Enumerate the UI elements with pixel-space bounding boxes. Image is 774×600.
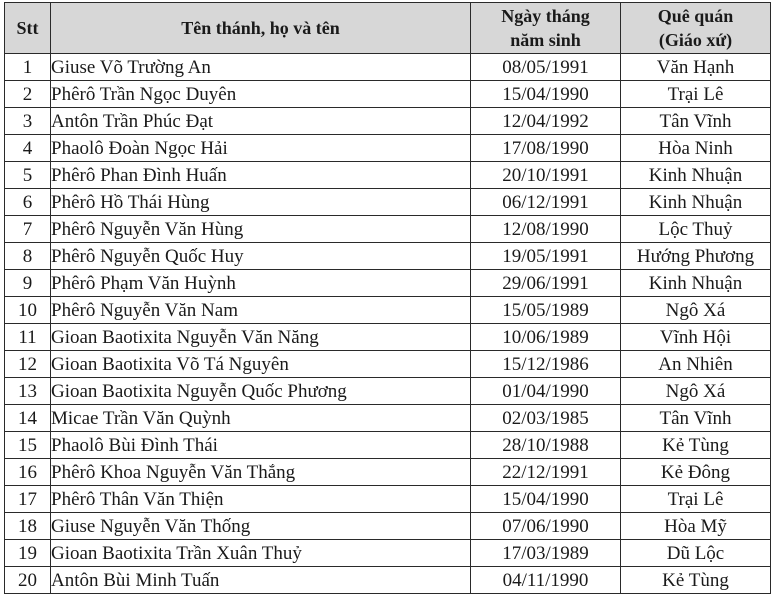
table-row xyxy=(5,432,771,459)
cell-dob: 12/04/1992 xyxy=(471,108,621,135)
table-row xyxy=(5,324,771,351)
cell-stt: 15 xyxy=(5,432,51,459)
cell-stt: 16 xyxy=(5,459,51,486)
table-body xyxy=(5,54,771,594)
cell-name: Giuse Võ Trường An xyxy=(51,54,471,81)
header-stt: Stt xyxy=(5,3,51,54)
cell-home: Dũ Lộc xyxy=(621,540,771,567)
table-row xyxy=(5,54,771,81)
table-row xyxy=(5,189,771,216)
roster-table xyxy=(4,2,771,594)
cell-name: Phêrô Trần Ngọc Duyên xyxy=(51,81,471,108)
cell-name: Phêrô Nguyễn Quốc Huy xyxy=(51,243,471,270)
cell-stt: 1 xyxy=(5,54,51,81)
cell-home: Văn Hạnh xyxy=(621,54,771,81)
cell-dob: 15/04/1990 xyxy=(471,486,621,513)
cell-home: Hướng Phương xyxy=(621,243,771,270)
table-row xyxy=(5,567,771,594)
header-dob-line1: Ngày tháng xyxy=(501,6,590,26)
cell-home: Tân Vĩnh xyxy=(621,108,771,135)
header-home xyxy=(621,3,771,54)
cell-dob: 12/08/1990 xyxy=(471,216,621,243)
cell-stt: 11 xyxy=(5,324,51,351)
cell-dob: 02/03/1985 xyxy=(471,405,621,432)
cell-home: Kẻ Tùng xyxy=(621,432,771,459)
cell-name: Micae Trần Văn Quỳnh xyxy=(51,405,471,432)
table-row xyxy=(5,513,771,540)
cell-home: Ngô Xá xyxy=(621,378,771,405)
cell-name: Phêrô Hồ Thái Hùng xyxy=(51,189,471,216)
table-row xyxy=(5,270,771,297)
table-row xyxy=(5,162,771,189)
cell-home: Trại Lê xyxy=(621,81,771,108)
cell-home: Trại Lê xyxy=(621,486,771,513)
table-row xyxy=(5,540,771,567)
table-row xyxy=(5,81,771,108)
cell-stt: 6 xyxy=(5,189,51,216)
table-row xyxy=(5,459,771,486)
cell-home: Lộc Thuỷ xyxy=(621,216,771,243)
cell-home: Hòa Mỹ xyxy=(621,513,771,540)
cell-stt: 13 xyxy=(5,378,51,405)
header-home-line1: Quê quán xyxy=(657,6,734,26)
cell-dob: 01/04/1990 xyxy=(471,378,621,405)
cell-home: An Nhiên xyxy=(621,351,771,378)
cell-name: Gioan Baotixita Trần Xuân Thuỷ xyxy=(51,540,471,567)
cell-dob: 15/12/1986 xyxy=(471,351,621,378)
cell-name: Phêrô Nguyễn Văn Nam xyxy=(51,297,471,324)
cell-home: Kẻ Tùng xyxy=(621,567,771,594)
cell-stt: 9 xyxy=(5,270,51,297)
cell-dob: 07/06/1990 xyxy=(471,513,621,540)
cell-dob: 08/05/1991 xyxy=(471,54,621,81)
cell-home: Ngô Xá xyxy=(621,297,771,324)
cell-home: Vĩnh Hội xyxy=(621,324,771,351)
table-row xyxy=(5,297,771,324)
table-row xyxy=(5,135,771,162)
cell-stt: 20 xyxy=(5,567,51,594)
table-row xyxy=(5,216,771,243)
cell-home: Kinh Nhuận xyxy=(621,162,771,189)
cell-home: Kinh Nhuận xyxy=(621,270,771,297)
cell-name: Phêrô Phan Đình Huấn xyxy=(51,162,471,189)
cell-stt: 12 xyxy=(5,351,51,378)
cell-stt: 2 xyxy=(5,81,51,108)
cell-name: Phaolô Đoàn Ngọc Hải xyxy=(51,135,471,162)
cell-name: Giuse Nguyễn Văn Thống xyxy=(51,513,471,540)
cell-dob: 22/12/1991 xyxy=(471,459,621,486)
cell-name: Phêrô Nguyễn Văn Hùng xyxy=(51,216,471,243)
cell-stt: 5 xyxy=(5,162,51,189)
cell-dob: 28/10/1988 xyxy=(471,432,621,459)
cell-dob: 17/08/1990 xyxy=(471,135,621,162)
cell-dob: 06/12/1991 xyxy=(471,189,621,216)
cell-dob: 19/05/1991 xyxy=(471,243,621,270)
cell-home: Kẻ Đông xyxy=(621,459,771,486)
header-row xyxy=(5,3,771,54)
cell-dob: 15/04/1990 xyxy=(471,81,621,108)
cell-name: Phêrô Khoa Nguyễn Văn Thắng xyxy=(51,459,471,486)
table-row xyxy=(5,243,771,270)
table-header xyxy=(5,3,771,54)
cell-dob: 15/05/1989 xyxy=(471,297,621,324)
cell-name: Antôn Trần Phúc Đạt xyxy=(51,108,471,135)
cell-home: Hòa Ninh xyxy=(621,135,771,162)
table-row xyxy=(5,351,771,378)
cell-name: Gioan Baotixita Võ Tá Nguyên xyxy=(51,351,471,378)
header-dob-line2: năm sinh xyxy=(510,30,581,50)
cell-stt: 19 xyxy=(5,540,51,567)
cell-home: Kinh Nhuận xyxy=(621,189,771,216)
cell-home: Tân Vĩnh xyxy=(621,405,771,432)
cell-stt: 3 xyxy=(5,108,51,135)
cell-name: Phaolô Bùi Đình Thái xyxy=(51,432,471,459)
cell-dob: 20/10/1991 xyxy=(471,162,621,189)
header-dob xyxy=(471,3,621,54)
table-row xyxy=(5,405,771,432)
header-name: Tên thánh, họ và tên xyxy=(51,3,471,54)
cell-name: Phêrô Thân Văn Thiện xyxy=(51,486,471,513)
table-row xyxy=(5,486,771,513)
cell-name: Gioan Baotixita Nguyễn Văn Năng xyxy=(51,324,471,351)
cell-dob: 29/06/1991 xyxy=(471,270,621,297)
cell-dob: 04/11/1990 xyxy=(471,567,621,594)
cell-stt: 17 xyxy=(5,486,51,513)
cell-stt: 18 xyxy=(5,513,51,540)
cell-name: Gioan Baotixita Nguyễn Quốc Phương xyxy=(51,378,471,405)
cell-dob: 10/06/1989 xyxy=(471,324,621,351)
cell-stt: 8 xyxy=(5,243,51,270)
cell-name: Antôn Bùi Minh Tuấn xyxy=(51,567,471,594)
table-row xyxy=(5,378,771,405)
cell-stt: 14 xyxy=(5,405,51,432)
cell-stt: 10 xyxy=(5,297,51,324)
cell-name: Phêrô Phạm Văn Huỳnh xyxy=(51,270,471,297)
cell-stt: 4 xyxy=(5,135,51,162)
header-home-line2: (Giáo xứ) xyxy=(658,30,733,50)
cell-dob: 17/03/1989 xyxy=(471,540,621,567)
cell-stt: 7 xyxy=(5,216,51,243)
table-row xyxy=(5,108,771,135)
